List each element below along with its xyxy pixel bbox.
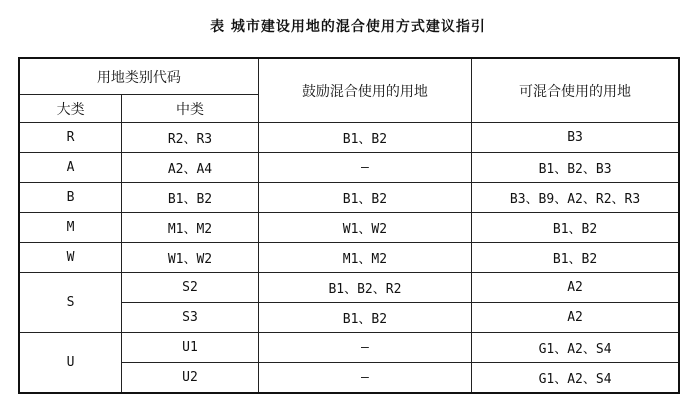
cell-major: S [19, 273, 122, 333]
table-row [19, 153, 679, 183]
cell-medium: B1、B2 [122, 183, 259, 213]
cell-medium: S3 [122, 303, 259, 333]
cell-encouraged: — [258, 333, 471, 363]
header-encouraged: 鼓励混合使用的用地 [258, 58, 471, 123]
cell-major: U [19, 333, 122, 394]
cell-allowed: G1、A2、S4 [472, 363, 679, 394]
table-row [19, 333, 679, 363]
cell-encouraged: B1、B2 [258, 183, 471, 213]
cell-encouraged: M1、M2 [258, 243, 471, 273]
cell-encouraged: — [258, 153, 471, 183]
cell-allowed: B3、B9、A2、R2、R3 [472, 183, 679, 213]
cell-medium: W1、W2 [122, 243, 259, 273]
cell-encouraged: B1、B2 [258, 123, 471, 153]
cell-encouraged: — [258, 363, 471, 394]
table-row [19, 123, 679, 153]
table-row [19, 243, 679, 273]
header-row [19, 58, 679, 95]
cell-major: R [19, 123, 122, 153]
table-title: 表 城市建设用地的混合使用方式建议指引 [210, 19, 486, 35]
cell-major: M [19, 213, 122, 243]
cell-allowed: G1、A2、S4 [472, 333, 679, 363]
cell-major: B [19, 183, 122, 213]
cell-allowed: B3 [472, 123, 679, 153]
cell-encouraged: B1、B2、R2 [258, 273, 471, 303]
table-row [19, 273, 679, 303]
cell-encouraged: B1、B2 [258, 303, 471, 333]
header-land-code: 用地类别代码 [19, 58, 258, 95]
cell-allowed: A2 [472, 273, 679, 303]
land-use-table [18, 57, 680, 394]
header-allowed: 可混合使用的用地 [472, 58, 679, 123]
cell-medium: A2、A4 [122, 153, 259, 183]
cell-medium: U2 [122, 363, 259, 394]
cell-medium: R2、R3 [122, 123, 259, 153]
header-medium: 中类 [122, 95, 259, 123]
table-row [19, 183, 679, 213]
cell-allowed: A2 [472, 303, 679, 333]
cell-allowed: B1、B2、B3 [472, 153, 679, 183]
cell-medium: M1、M2 [122, 213, 259, 243]
cell-encouraged: W1、W2 [258, 213, 471, 243]
cell-major: W [19, 243, 122, 273]
cell-allowed: B1、B2 [472, 243, 679, 273]
cell-medium: U1 [122, 333, 259, 363]
table-row [19, 213, 679, 243]
cell-medium: S2 [122, 273, 259, 303]
cell-major: A [19, 153, 122, 183]
header-major: 大类 [19, 95, 122, 123]
cell-allowed: B1、B2 [472, 213, 679, 243]
